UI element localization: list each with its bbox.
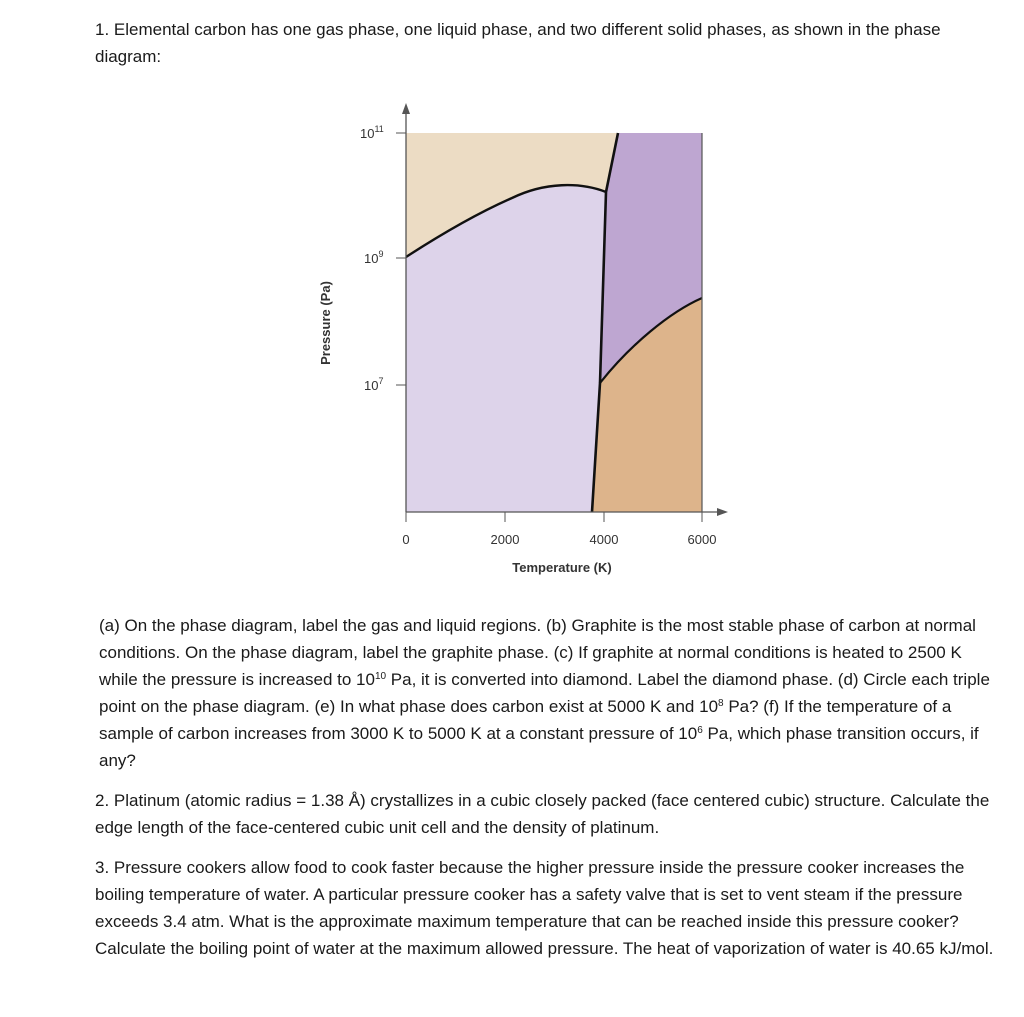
y-tick-label-1e7: $10^7$ [364,376,384,393]
x-tick-label-0: 0 [402,532,410,547]
question-2: 2. Platinum (atomic radius = 1.38 Å) crystallizes in a cubic closely packed (face centered cubic) structure. Calculate the edge length of the face-centered cubic unit cell and the density of platinum. [95,791,990,837]
exponent-6: 6 [697,725,703,736]
question-1-intro: 1. Elemental carbon has one gas phase, one liquid phase, and two different solid phases, as shown in the phase diagram: [95,20,941,66]
x-tick-label-6000: 6000 [687,532,717,547]
exponent-8: 8 [718,698,724,709]
x-tick-label-4000: 4000 [589,532,619,547]
x-axis-arrow [717,508,728,516]
q1-text-part-4: Pa, which phase transition occurs, if any? [99,724,979,770]
q1-text-part-2: Pa, it is converted into diamond. Label the diamond phase. (d) Circle each triple point on the phase diagram. (e) In what phase does carbon exist at 5000 K and 10 [99,670,990,716]
q1-text-part-3: Pa? (f) If the temperature of a sample of carbon increases from 3000 K to 5000 K at a constant pressure of 10 [99,697,952,743]
question-1-parts [95,612,995,774]
question-3: 3. Pressure cookers allow food to cook faster because the higher pressure inside the pressure cooker increases the boiling temperature of water. A particular pressure cooker has a safety valve that is set to vent steam if the pressure exceeds 3.4 atm. What is the approximate maximum temperature that can be reached inside this pressure cooker? Calculate the boiling point of water at the maximum allowed pressure. The heat of vaporization of water is 40.65 kJ/mol. [95,858,994,958]
y-axis-arrow [402,103,410,114]
y-axis-title: Pressure (Pa) [318,281,333,365]
y-tick-label-1e9: $10^9$ [364,249,384,266]
x-tick-label-2000: 2000 [490,532,520,547]
q1-text-part-1: (a) On the phase diagram, label the gas and liquid regions. (b) Graphite is the most stable phase of carbon at normal conditions. On the phase diagram, label the graphite phase. (c) If graphite at normal conditions is heated to 2500 K while the pressure is increased to 10 [99,616,976,689]
y-tick-label-1e11: $10^{11}$ [360,124,384,141]
exponent-10: 10 [374,671,387,682]
x-axis-title: Temperature (K) [512,560,612,575]
questions-block [95,612,995,975]
carbon-phase-diagram [300,100,740,590]
